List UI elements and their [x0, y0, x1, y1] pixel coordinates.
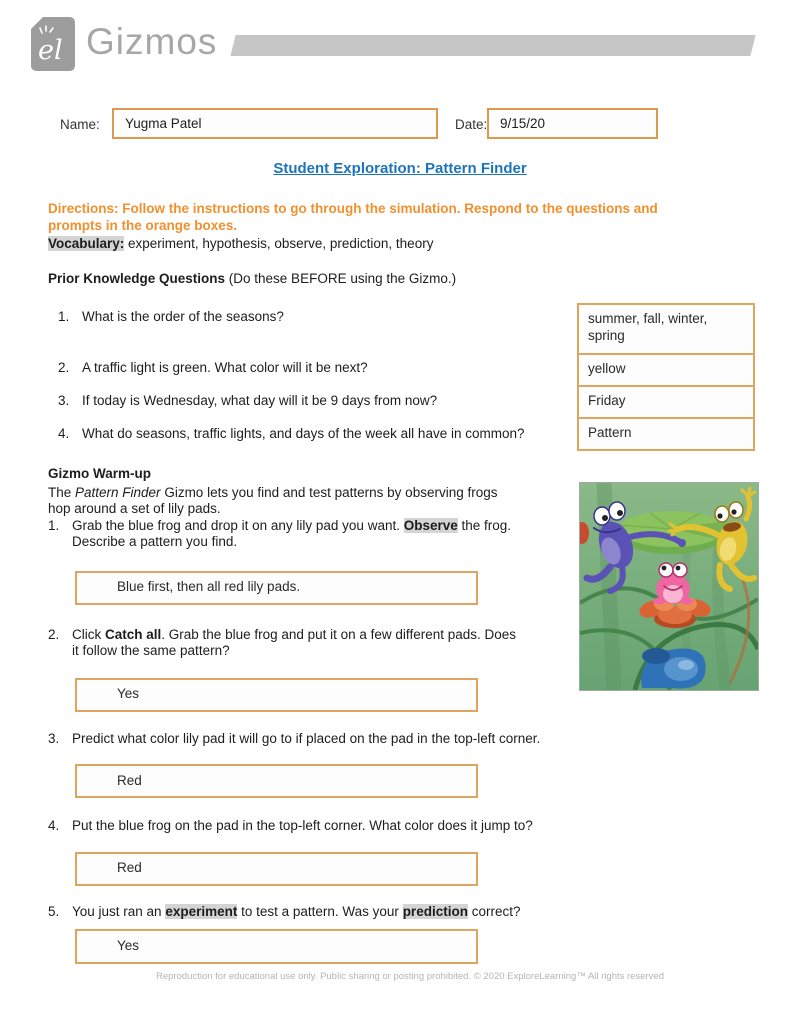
- frogs-lily-pads-illustration: [580, 483, 758, 690]
- warmup-q1-pre: Grab the blue frog and drop it on any lily pad you want.: [72, 517, 404, 533]
- observe-term: Observe: [403, 517, 458, 533]
- pk-question-4-text: What do seasons, traffic lights, and days of the week all have in common?: [82, 426, 525, 441]
- warmup-question-4-number: 4.: [48, 818, 60, 833]
- warmup-intro-pre: The: [48, 484, 76, 500]
- warmup-q5-pre: You just ran an: [72, 903, 166, 919]
- pk-answer-3[interactable]: Friday: [577, 385, 755, 419]
- warmup-answer-2[interactable]: Yes: [75, 678, 478, 712]
- warmup-question-1-line-2: Describe a pattern you find.: [72, 534, 238, 549]
- pk-question-1-number: 1.: [58, 309, 70, 324]
- brand-gizmos: Gizmos: [86, 21, 218, 62]
- warmup-question-1-number: 1.: [48, 517, 60, 533]
- header-bar: [230, 35, 755, 56]
- pk-question-2: [58, 360, 563, 375]
- warmup-question-5-number: 5.: [48, 903, 60, 919]
- date-value: 9/15/20: [500, 116, 546, 131]
- gizmo-warmup-section: [48, 466, 608, 964]
- pk-question-1-text: What is the order of the seasons?: [82, 309, 284, 324]
- warmup-question-5-text: [72, 904, 608, 921]
- warmup-answer-4[interactable]: Red: [75, 852, 478, 886]
- explorelearning-el-logo-icon: [30, 16, 76, 72]
- warmup-question-4-text: Put the blue frog on the pad in the top-left corner. What color does it jump to?: [72, 818, 533, 833]
- copyright-footer: Reproduction for educational use only. Public sharing or posting prohibited. © 2020 ExploreLearning™ All rights reserved: [156, 971, 664, 982]
- warmup-question-3-number: 3.: [48, 730, 60, 746]
- warmup-question-3: [48, 731, 608, 748]
- prediction-term: prediction: [402, 903, 468, 919]
- warmup-answer-5[interactable]: Yes: [75, 929, 478, 964]
- warmup-q5-post: correct?: [467, 903, 521, 919]
- warmup-question-2-line-1: [72, 627, 608, 644]
- pk-question-3-number: 3.: [58, 393, 70, 408]
- warmup-question-5: [48, 904, 608, 921]
- warmup-answer-1[interactable]: Blue first, then all red lily pads.: [75, 571, 478, 605]
- pk-question-2-number: 2.: [58, 360, 70, 375]
- directions-text: [48, 200, 658, 234]
- warmup-q2-pre: Click: [72, 626, 105, 642]
- warmup-q1-post: the frog.: [457, 517, 512, 533]
- prior-knowledge-heading-note: (Do these BEFORE using the Gizmo.): [225, 271, 457, 286]
- warmup-question-2-line-2: it follow the same pattern?: [72, 643, 230, 658]
- svg-text:el: el: [38, 35, 63, 66]
- warmup-intro-rest: Gizmo lets you find and test patterns by observing frogs: [160, 484, 498, 500]
- pk-answer-1[interactable]: summer, fall, winter, spring: [577, 303, 755, 355]
- warmup-heading: Gizmo Warm-up: [48, 466, 151, 481]
- pk-question-4: [58, 426, 563, 441]
- warmup-question-4: [48, 818, 608, 835]
- date-input[interactable]: [487, 108, 658, 139]
- pk-question-2-text: A traffic light is green. What color will it be next?: [82, 360, 368, 375]
- pk-question-1: [58, 309, 563, 324]
- prior-knowledge-heading-bold: Prior Knowledge Questions: [48, 271, 226, 286]
- name-value: Yugma Patel: [125, 116, 202, 131]
- experiment-term: experiment: [165, 903, 238, 919]
- warmup-intro-line-1: [48, 485, 608, 502]
- vocabulary-line: [48, 236, 433, 251]
- warmup-q5-mid: to test a pattern. Was your: [237, 903, 403, 919]
- prior-knowledge-section: [0, 295, 800, 465]
- pink-frog: [653, 563, 693, 605]
- warmup-intro-line-2: hop around a set of lily pads.: [48, 501, 221, 516]
- warmup-question-2: [48, 627, 608, 660]
- worksheet-title-link[interactable]: Student Exploration: Pattern Finder: [273, 160, 527, 177]
- pk-question-3: [58, 393, 563, 408]
- catch-all-term: Catch all: [105, 626, 162, 642]
- directions-line-1: Directions: Follow the instructions to go through the simulation. Respond to the questions and: [48, 201, 658, 216]
- directions-line-2: prompts in the orange boxes.: [48, 218, 238, 233]
- name-input[interactable]: [112, 108, 438, 139]
- blue-lily-pad: [641, 648, 705, 688]
- pk-question-3-text: If today is Wednesday, what day will it be 9 days from now?: [82, 393, 438, 408]
- date-label: Date:: [455, 117, 488, 132]
- warmup-question-1: [48, 518, 608, 551]
- vocabulary-terms: experiment, hypothesis, observe, prediction, theory: [124, 236, 434, 251]
- pk-answer-2[interactable]: yellow: [577, 353, 755, 387]
- warmup-question-3-text: Predict what color lily pad it will go to if placed on the pad in the top-left corner.: [72, 730, 541, 746]
- pk-question-4-number: 4.: [58, 426, 70, 441]
- gizmo-name: Pattern Finder: [75, 484, 161, 500]
- pk-answer-column: [577, 303, 755, 451]
- warmup-intro: [48, 485, 608, 518]
- prior-knowledge-heading: [48, 271, 456, 286]
- warmup-question-1-line-1: [72, 518, 608, 535]
- pk-answer-4[interactable]: Pattern: [577, 417, 755, 451]
- warmup-answer-3[interactable]: Red: [75, 764, 478, 798]
- warmup-q2-post: . Grab the blue frog and put it on a few different pads. Does: [161, 626, 517, 642]
- name-label: Name:: [60, 117, 100, 132]
- warmup-question-2-number: 2.: [48, 626, 60, 642]
- vocabulary-label: Vocabulary:: [48, 236, 125, 251]
